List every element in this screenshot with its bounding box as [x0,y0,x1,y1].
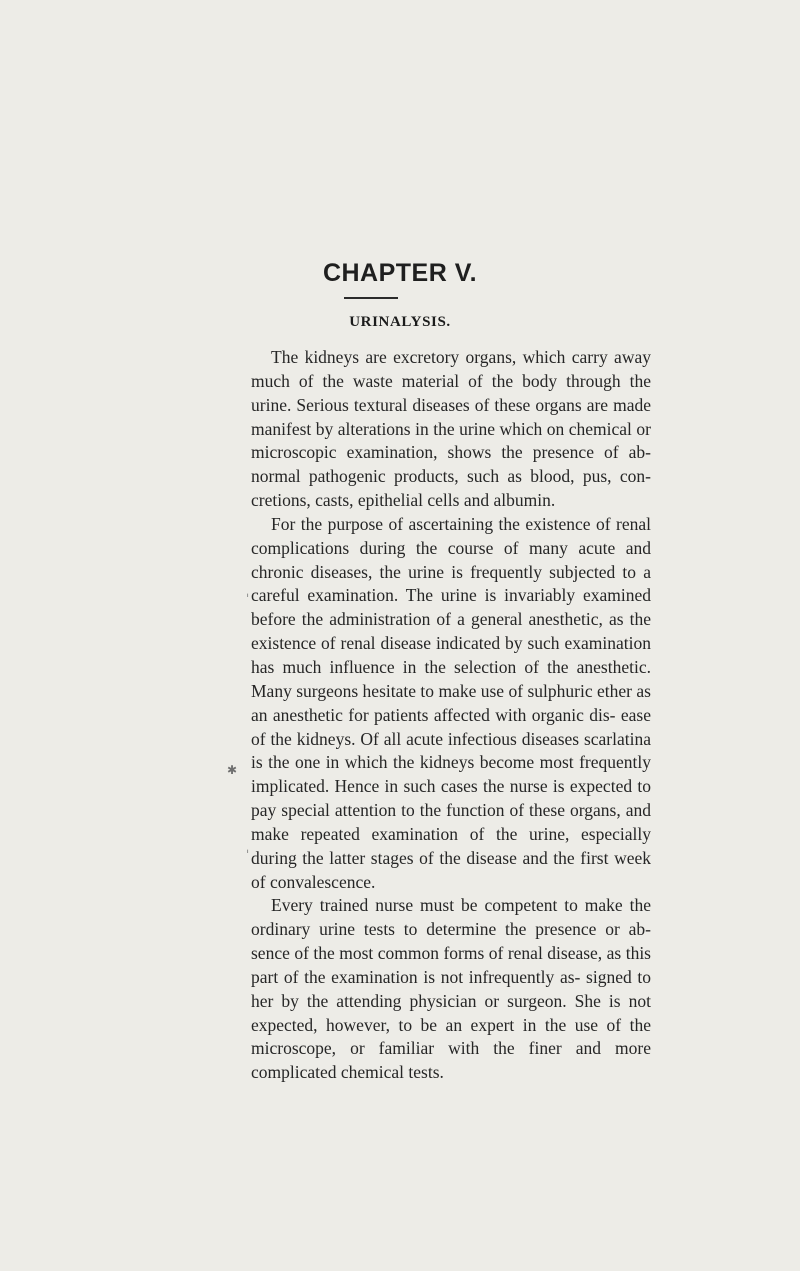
margin-asterisk-mark: ✱ [227,763,238,777]
section-title: URINALYSIS. [349,314,451,330]
paragraph-3: Every trained nurse must be competent to make the ordinary urine tests to determine the presence or ab- sence of the most common forms of renal disease, as this part of the examination is not infrequently as- signed to her by the attending physician or surgeon. She is not expected, however, to be an expert in the use of the microscope, or familiar with the finer and more complicated chemical tests. [251,895,651,1083]
paragraph-1: The kidneys are excretory organs, which carry away much of the waste material of the body through the urine. Serious textural diseases of these organs are made manifest by alterations in the urine which on chemical or microscopic examination, shows the presence of ab- normal pathogenic products, such as blood, pus, con- cretions, casts, epithelial cells and albumin. [251,347,651,511]
body-text [251,346,651,1085]
margin-tick-mark: ˈ [246,848,250,862]
margin-tick-mark: ˌ [246,584,250,598]
title-rule [344,297,398,299]
paragraph-2: For the purpose of ascertaining the existence of renal complications during the course of many acute and chronic diseases, the urine is frequently subjected to a careful examination. The urine is invariably examined before the administration of a general anesthetic, as the existence of renal disease indicated by such examination has much influence in the selection of the anesthetic. Many surgeons hesitate to make use of sulphuric ether as an anesthetic for patients affected with organic dis- ease of the kidneys. Of all acute infectious diseases scarlatina is the one in which the kidneys become most frequently implicated. Hence in such cases the nurse is expected to pay special attention to the function of these organs, and make repeated examination of the urine, especially during the latter stages of the disease and the first week of convalescence. [251,513,651,892]
chapter-title: CHAPTER V. [322,259,478,287]
